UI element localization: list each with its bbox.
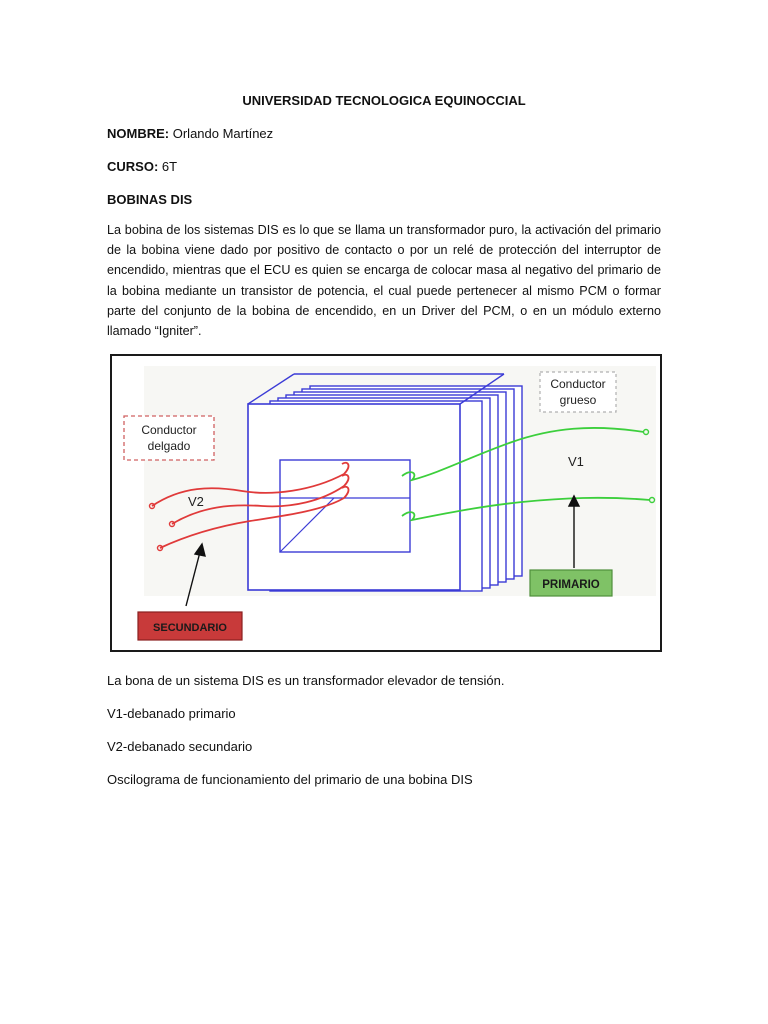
- conductor-thick-label-1: Conductor: [550, 377, 606, 391]
- name-value: Orlando Martínez: [172, 126, 274, 141]
- conductor-thin-label-2: delgado: [147, 439, 191, 453]
- conductor-thick-label-2: grueso: [559, 393, 597, 407]
- course-line: [107, 159, 177, 174]
- name-label: NOMBRE:: [107, 126, 170, 141]
- course-value: 6T: [161, 159, 178, 174]
- v2-description: V2-debanado secundario: [107, 739, 253, 754]
- course-label: CURSO:: [107, 159, 159, 174]
- intro-paragraph: La bobina de los sistemas DIS es lo que se llama un transformador puro, la activación del primario de la bobina viene dado por positivo de contacto o por un relé de protección del interruptor de encendido, mientras que el ECU es quien se encarga de colocar masa al negativo del primario de la bobina mediante un transistor de potencia, el cual puede pertenecer al mismo PCM o formar parte del conjunto de la bobina de encendido, en un Driver del PCM, o en un módulo externo llamado “Igniter”.: [107, 223, 661, 339]
- dis-coil-diagram: [110, 354, 662, 652]
- secondary-label: SECUNDARIO: [153, 622, 227, 634]
- name-line: [107, 126, 273, 141]
- statement-line: La bona de un sistema DIS es un transformador elevador de tensión.: [107, 673, 505, 688]
- conductor-thin-label-1: Conductor: [141, 423, 197, 437]
- section-title: BOBINAS DIS: [107, 192, 193, 207]
- oscillogram-title: Oscilograma de funcionamiento del primario de una bobina DIS: [107, 772, 473, 787]
- v2-label: V2: [188, 494, 204, 509]
- transformer-illustration: [112, 356, 660, 650]
- v1-label: V1: [568, 454, 584, 469]
- v1-description: V1-debanado primario: [107, 706, 236, 721]
- university-title: UNIVERSIDAD TECNOLOGICA EQUINOCCIAL: [242, 93, 526, 108]
- primary-label: PRIMARIO: [542, 579, 600, 591]
